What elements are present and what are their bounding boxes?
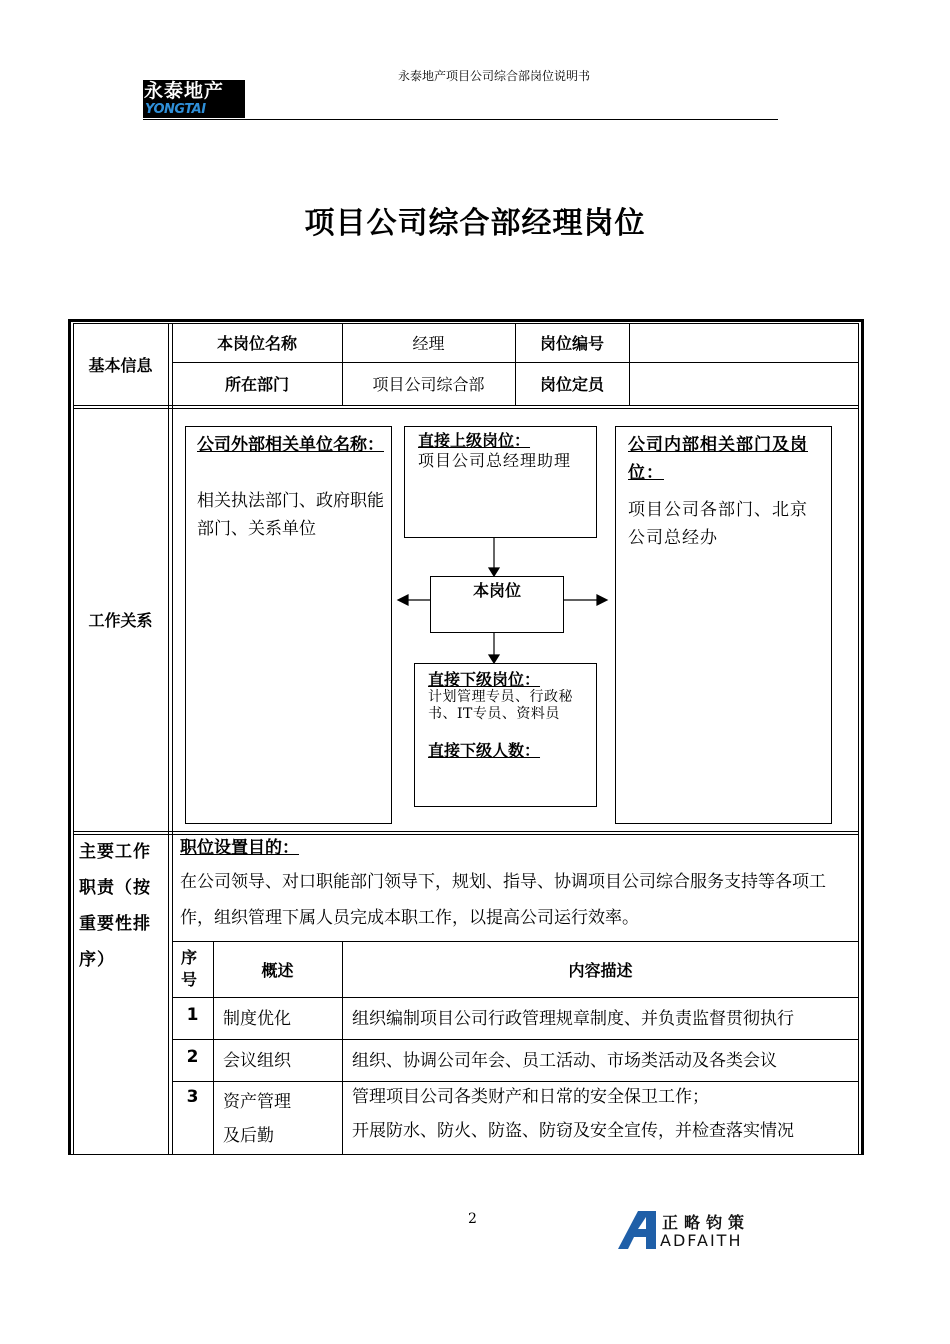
internal-departments-text: 项目公司各部门、北京公司总经办 bbox=[628, 500, 808, 548]
duty-col-summary: 概述 bbox=[261, 960, 294, 980]
arrow-self-to-external-head bbox=[398, 595, 408, 605]
duties-label: 主要工作职责（按重要性排序） bbox=[79, 842, 151, 970]
basic-info-label: 基本信息 bbox=[88, 355, 153, 375]
adfaith-logo-icon bbox=[616, 1209, 658, 1251]
subordinate-position-text: 计划管理专员、行政秘书、IT专员、资料员 bbox=[428, 689, 573, 722]
department-value: 项目公司综合部 bbox=[372, 375, 485, 394]
document-header-title: 永泰地产项目公司综合部岗位说明书 bbox=[398, 69, 591, 83]
arrow-self-to-internal-head bbox=[597, 595, 607, 605]
duty-row-desc-line1: 管理项目公司各类财产和日常的安全保卫工作； bbox=[352, 1087, 709, 1107]
purpose-title: 职位设置目的： bbox=[180, 838, 299, 858]
headcount-label: 岗位定员 bbox=[539, 375, 604, 394]
duty-row-summary: 资产管理及后勤 bbox=[223, 1092, 291, 1146]
duty-row-desc: 组织编制项目公司行政管理规章制度、并负责监督贯彻执行 bbox=[352, 1009, 794, 1029]
page-number: 2 bbox=[468, 1211, 477, 1227]
logo-chinese-text: 永泰地产 bbox=[144, 80, 225, 102]
superior-position-title: 直接上级岗位： bbox=[418, 431, 531, 450]
footer-brand-cn: 正略钧策 bbox=[662, 1213, 751, 1232]
this-position-label: 本岗位 bbox=[472, 581, 521, 600]
duty-row-desc: 组织、协调公司年会、员工活动、市场类活动及各类会议 bbox=[352, 1051, 777, 1071]
external-units-text: 相关执法部门、政府职能部门、关系单位 bbox=[197, 491, 384, 539]
subordinate-position-title: 直接下级岗位： bbox=[428, 670, 541, 689]
duty-row-no: 1 bbox=[186, 1005, 199, 1025]
position-no-label: 岗位编号 bbox=[539, 334, 604, 353]
duty-row-summary: 制度优化 bbox=[223, 1009, 291, 1029]
superior-position-text: 项目公司总经理助理 bbox=[418, 451, 572, 470]
duty-col-no: 序号 bbox=[180, 948, 197, 989]
position-name-label: 本岗位名称 bbox=[216, 334, 297, 353]
work-relations-label: 工作关系 bbox=[88, 611, 153, 630]
purpose-text: 在公司领导、对口职能部门领导下，规划、指导、协调项目公司综合服务支持等各项工作，组织管理下属人员完成本职工作，以提高公司运行效率。 bbox=[180, 872, 826, 928]
duty-row-no: 3 bbox=[186, 1087, 199, 1107]
duty-row-desc-line2: 开展防水、防火、防盗、防窃及安全宣传，并检查落实情况 bbox=[352, 1121, 794, 1141]
internal-departments-title: 公司内部相关部门及岗位： bbox=[628, 435, 808, 483]
footer-brand-logo bbox=[616, 1209, 756, 1251]
footer-brand-en: ADFAITH bbox=[660, 1231, 743, 1250]
external-units-title: 公司外部相关单位名称： bbox=[197, 435, 384, 455]
page-title: 项目公司综合部经理岗位 bbox=[304, 206, 646, 241]
subordinate-count-label: 直接下级人数： bbox=[428, 741, 541, 760]
department-label: 所在部门 bbox=[224, 375, 289, 394]
arrow-self-to-subordinate-head bbox=[489, 655, 499, 663]
duty-row-summary: 会议组织 bbox=[223, 1051, 291, 1071]
position-name-value: 经理 bbox=[412, 334, 445, 353]
duty-row-no: 2 bbox=[186, 1047, 199, 1067]
logo-english-text: YONGTAI bbox=[145, 102, 206, 117]
duty-col-desc: 内容描述 bbox=[568, 960, 633, 980]
arrow-superior-to-self-head bbox=[489, 568, 499, 576]
